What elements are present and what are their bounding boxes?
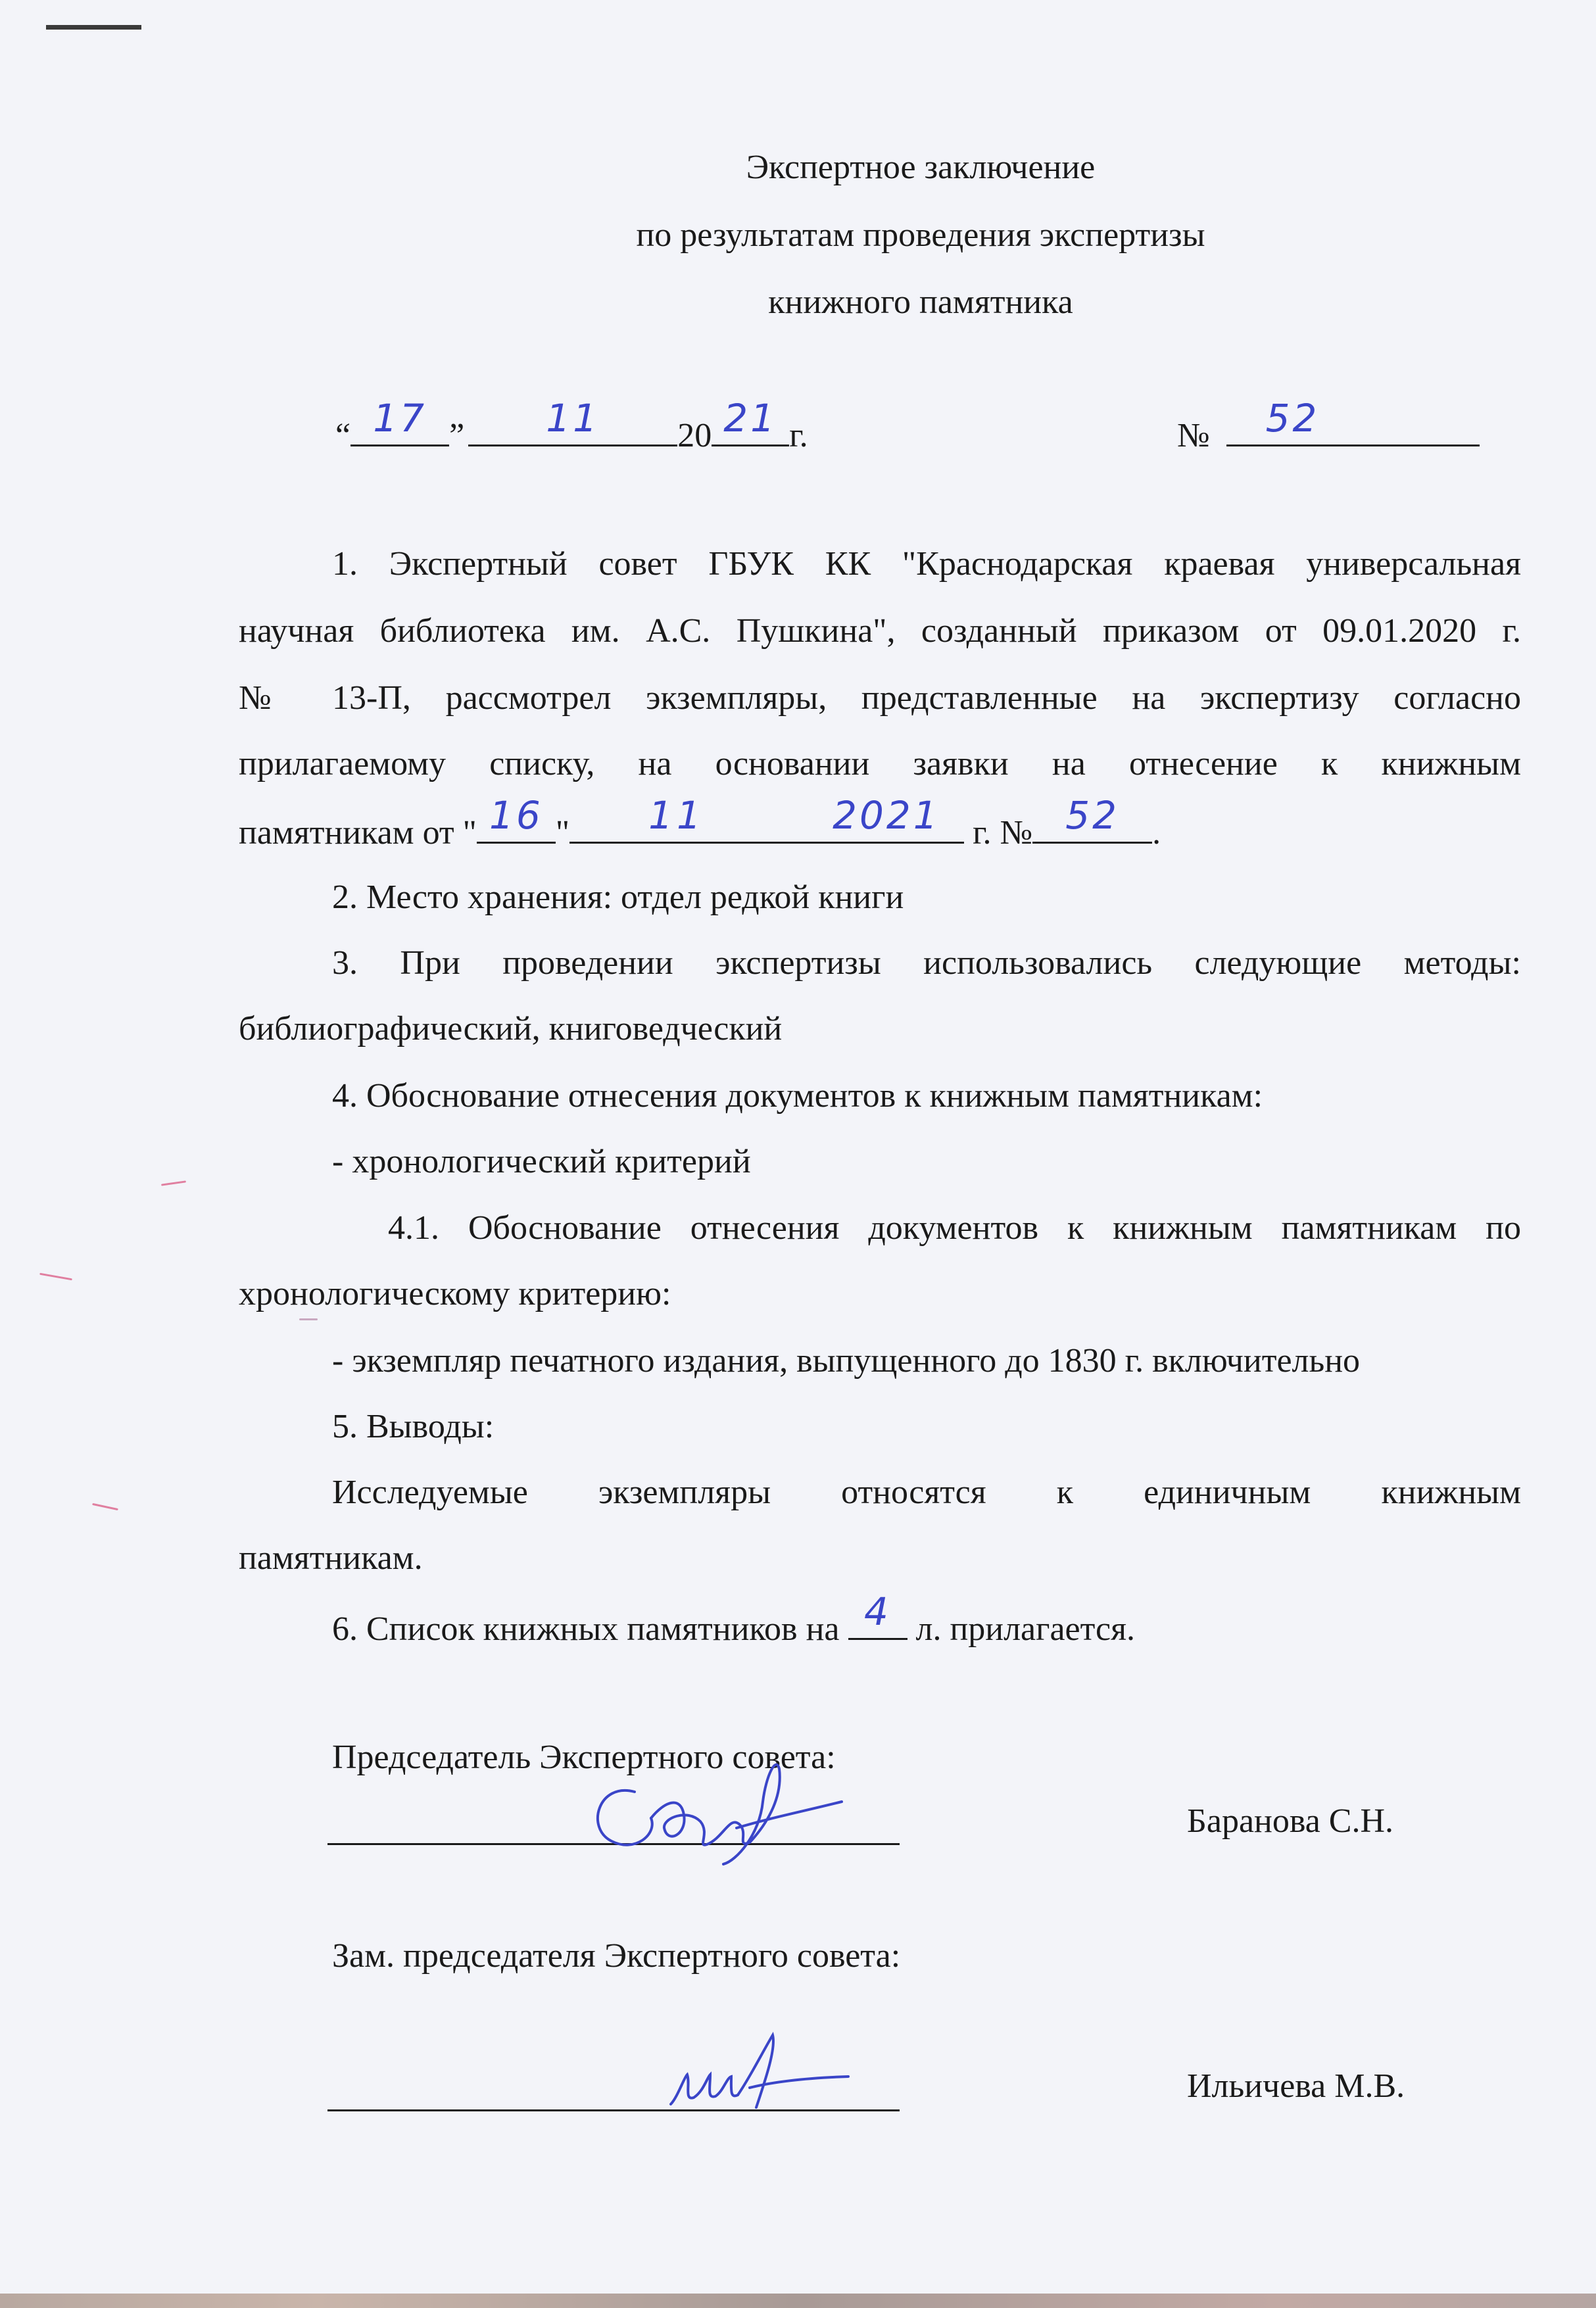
request-date-field: 11 2021 [569, 810, 964, 844]
scan-bottom-edge [0, 2294, 1596, 2308]
p5-line-2: памятникам. [239, 1539, 423, 1577]
title-line-3: книжного памятника [768, 283, 1073, 321]
p3-line-1: 3. При проведении экспертизы использовались следующие методы: [332, 944, 1521, 982]
p1-line-2: научная библиотека им. А.С. Пушкина", созданный приказом от 09.01.2020 г. [239, 612, 1521, 650]
p1-line-1: 1. Экспертный совет ГБУК КК "Краснодарская краевая универсальная [332, 545, 1521, 583]
sheets-count-field: 4 [848, 1606, 907, 1640]
p1-line-5: памятникам от " 16 " 11 2021 г. № 52 . [239, 793, 1161, 852]
p41-line-2: хронологическому критерию: [239, 1275, 671, 1312]
deputy-signature [658, 2025, 855, 2117]
chair-role: Председатель Экспертного совета: [332, 1739, 836, 1776]
deputy-role: Зам. председателя Экспертного совета: [332, 1937, 901, 1975]
p4-heading: 4. Обоснование отнесения документов к книжным памятникам: [332, 1077, 1263, 1115]
deputy-name: Ильичева М.В. [1187, 2067, 1405, 2105]
p3-line-2: библиографический, книговедческий [239, 1010, 783, 1047]
ink-speck [39, 1273, 72, 1281]
chair-signature [572, 1756, 848, 1874]
p2-storage: 2. Место хранения: отдел редкой книги [332, 878, 904, 916]
p41-item: - экземпляр печатного издания, выпущенного до 1830 г. включительно [332, 1342, 1361, 1380]
number-line: № 52 [1177, 413, 1480, 455]
request-day-field: 16 [477, 810, 556, 844]
year-field: 21 [712, 413, 789, 446]
p5-line-1: Исследуемые экземпляры относятся к единичным книжным [332, 1474, 1521, 1511]
day-field: 17 [351, 413, 449, 446]
ink-speck [299, 1318, 318, 1320]
ink-speck [92, 1503, 118, 1510]
month-field: 11 [468, 413, 677, 446]
p4-item: - хронологический критерий [332, 1143, 751, 1180]
request-number-field: 52 [1032, 810, 1152, 844]
date-line: “ 17 ” 11 20 21 г. [335, 396, 808, 454]
p41-line-1: 4.1. Обоснование отнесения документов к книжным памятникам по [388, 1209, 1521, 1247]
ink-speck [161, 1180, 186, 1186]
chair-name: Баранова С.Н. [1187, 1802, 1394, 1840]
p5-heading: 5. Выводы: [332, 1408, 495, 1445]
title-line-1: Экспертное заключение [746, 149, 1096, 186]
scan-mark [46, 25, 141, 30]
p6-line: 6. Список книжных памятников на 4 л. прилагается. [332, 1589, 1135, 1648]
p1-line-3: № 13-П, рассмотрел экземпляры, представленные на экспертизу согласно [239, 679, 1521, 717]
title-line-2: по результатам проведения экспертизы [636, 216, 1205, 254]
number-field: 52 [1226, 413, 1480, 446]
p1-line-4: прилагаемому списку, на основании заявки на отнесение к книжным [239, 745, 1521, 782]
